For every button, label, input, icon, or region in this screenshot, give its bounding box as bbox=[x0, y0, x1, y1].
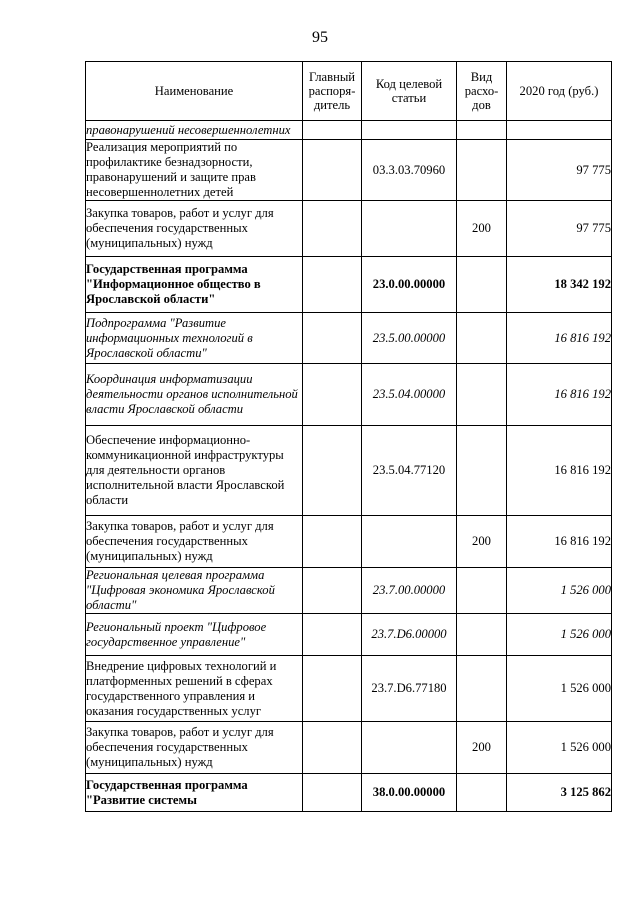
table-row bbox=[86, 426, 612, 516]
header-name: Наименование bbox=[86, 62, 303, 121]
cell-type bbox=[457, 774, 507, 812]
cell-name: правонарушений несовершеннолетних bbox=[86, 121, 303, 140]
cell-name: Реализация мероприятий по профилактике безнадзорности, правонарушений и защите прав несовершеннолетних детей bbox=[86, 140, 303, 201]
cell-name: Закупка товаров, работ и услуг для обеспечения государственных (муниципальных) нужд bbox=[86, 722, 303, 774]
cell-amount: 16 816 192 bbox=[507, 364, 612, 426]
table-row bbox=[86, 257, 612, 313]
cell-admin bbox=[303, 140, 362, 201]
cell-name: Закупка товаров, работ и услуг для обеспечения государственных (муниципальных) нужд bbox=[86, 201, 303, 257]
cell-code: 23.0.00.00000 bbox=[362, 257, 457, 313]
cell-code: 23.5.04.00000 bbox=[362, 364, 457, 426]
table-row bbox=[86, 364, 612, 426]
cell-admin bbox=[303, 364, 362, 426]
budget-table bbox=[85, 61, 612, 812]
cell-name: Региональный проект "Цифровое государственное управление" bbox=[86, 614, 303, 656]
table-row bbox=[86, 722, 612, 774]
cell-amount: 1 526 000 bbox=[507, 722, 612, 774]
cell-code: 23.7.00.00000 bbox=[362, 568, 457, 614]
cell-amount: 1 526 000 bbox=[507, 568, 612, 614]
cell-code bbox=[362, 121, 457, 140]
cell-admin bbox=[303, 614, 362, 656]
cell-admin bbox=[303, 774, 362, 812]
cell-type bbox=[457, 257, 507, 313]
cell-admin bbox=[303, 656, 362, 722]
cell-admin bbox=[303, 426, 362, 516]
cell-name: Государственная программа "Информационное общество в Ярославской области" bbox=[86, 257, 303, 313]
cell-type bbox=[457, 121, 507, 140]
cell-amount: 1 526 000 bbox=[507, 656, 612, 722]
cell-type bbox=[457, 426, 507, 516]
header-admin: Главный распоря-дитель bbox=[303, 62, 362, 121]
cell-admin bbox=[303, 313, 362, 364]
table-header-row bbox=[86, 62, 612, 121]
cell-type bbox=[457, 313, 507, 364]
cell-code: 23.7.D6.77180 bbox=[362, 656, 457, 722]
cell-amount: 1 526 000 bbox=[507, 614, 612, 656]
cell-amount: 16 816 192 bbox=[507, 313, 612, 364]
cell-type bbox=[457, 364, 507, 426]
table-row bbox=[86, 774, 612, 812]
cell-code: 23.7.D6.00000 bbox=[362, 614, 457, 656]
cell-admin bbox=[303, 257, 362, 313]
cell-name: Региональная целевая программа "Цифровая экономика Ярославской области" bbox=[86, 568, 303, 614]
table-row bbox=[86, 568, 612, 614]
table-row bbox=[86, 516, 612, 568]
cell-amount: 3 125 862 bbox=[507, 774, 612, 812]
cell-code: 23.5.04.77120 bbox=[362, 426, 457, 516]
cell-admin bbox=[303, 568, 362, 614]
header-amount: 2020 год (руб.) bbox=[507, 62, 612, 121]
cell-name: Внедрение цифровых технологий и платформенных решений в сферах государственного управления и оказания государственных услуг bbox=[86, 656, 303, 722]
cell-name: Координация информатизации деятельности органов исполнительной власти Ярославской области bbox=[86, 364, 303, 426]
cell-code bbox=[362, 722, 457, 774]
table-row bbox=[86, 121, 612, 140]
cell-type: 200 bbox=[457, 722, 507, 774]
cell-name: Обеспечение информационно-коммуникационной инфраструктуры для деятельности органов исполнительной власти Ярославской области bbox=[86, 426, 303, 516]
cell-type: 200 bbox=[457, 201, 507, 257]
cell-type bbox=[457, 568, 507, 614]
table-row bbox=[86, 313, 612, 364]
cell-code bbox=[362, 516, 457, 568]
cell-amount: 16 816 192 bbox=[507, 426, 612, 516]
table-row bbox=[86, 140, 612, 201]
table-body bbox=[86, 121, 612, 812]
cell-name: Закупка товаров, работ и услуг для обеспечения государственных (муниципальных) нужд bbox=[86, 516, 303, 568]
cell-type bbox=[457, 614, 507, 656]
cell-amount: 97 775 bbox=[507, 201, 612, 257]
cell-admin bbox=[303, 722, 362, 774]
cell-admin bbox=[303, 121, 362, 140]
cell-type bbox=[457, 656, 507, 722]
cell-amount: 16 816 192 bbox=[507, 516, 612, 568]
table-row bbox=[86, 614, 612, 656]
cell-admin bbox=[303, 516, 362, 568]
table-row bbox=[86, 201, 612, 257]
cell-code bbox=[362, 201, 457, 257]
cell-amount bbox=[507, 121, 612, 140]
cell-code: 23.5.00.00000 bbox=[362, 313, 457, 364]
cell-name: Подпрограмма "Развитие информационных технологий в Ярославской области" bbox=[86, 313, 303, 364]
cell-code: 03.3.03.70960 bbox=[362, 140, 457, 201]
cell-code: 38.0.00.00000 bbox=[362, 774, 457, 812]
page-number: 95 bbox=[312, 29, 328, 46]
cell-admin bbox=[303, 201, 362, 257]
table-row bbox=[86, 656, 612, 722]
cell-name: Государственная программа "Развитие системы bbox=[86, 774, 303, 812]
cell-type: 200 bbox=[457, 516, 507, 568]
cell-amount: 18 342 192 bbox=[507, 257, 612, 313]
header-code: Код целевой статьи bbox=[362, 62, 457, 121]
cell-amount: 97 775 bbox=[507, 140, 612, 201]
header-type: Вид расхо-дов bbox=[457, 62, 507, 121]
cell-type bbox=[457, 140, 507, 201]
